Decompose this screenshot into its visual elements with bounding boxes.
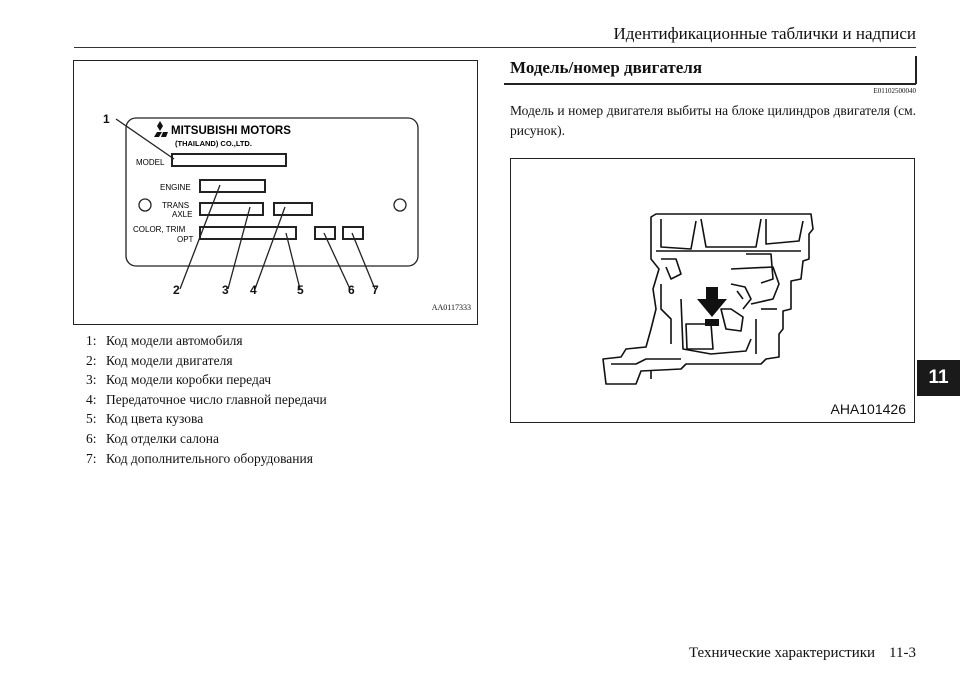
id-plate-drawing	[74, 61, 479, 326]
engine-figure	[510, 158, 915, 423]
engine-block-drawing	[511, 159, 916, 424]
callout-4: 4	[250, 283, 257, 297]
callout-6: 6	[348, 283, 355, 297]
engine-number-arrow-icon	[697, 287, 727, 326]
section-body-text: Модель и номер двигателя выбиты на блоке цилиндров двигателя (см. рисунок).	[510, 103, 916, 138]
section-code: E01102500040	[873, 87, 916, 95]
callout-1: 1	[103, 112, 110, 126]
legend-item: 3: Код модели коробки передач	[86, 372, 272, 388]
legend-item: 4: Передаточное число главной передачи	[86, 391, 327, 407]
chapter-tab: 11	[917, 360, 960, 396]
callout-5: 5	[297, 283, 304, 297]
engine-figure-code: AHA101426	[830, 401, 906, 417]
label-axle: AXLE	[172, 210, 193, 219]
legend-item: 7: Код дополнительного оборудования	[86, 450, 313, 466]
callout-2: 2	[173, 283, 180, 297]
id-plate-figure	[73, 60, 478, 325]
plate-legend	[86, 331, 327, 468]
callout-7: 7	[372, 283, 379, 297]
running-header-title: Идентификационные таблички и надписи	[613, 24, 916, 43]
page-number: 11-3	[889, 645, 916, 661]
label-engine: ENGINE	[160, 183, 191, 192]
plate-figure-code: AA0117333	[431, 303, 471, 312]
legend-item: 6: Код отделки салона	[86, 430, 219, 446]
mount-hole-right	[394, 199, 406, 211]
page-footer	[689, 645, 916, 662]
label-opt: OPT	[177, 235, 194, 244]
mount-hole-left	[139, 199, 151, 211]
section-title-underline	[504, 83, 916, 85]
footer-chapter-name: Технические характеристики	[688, 645, 876, 661]
header-rule	[74, 47, 916, 48]
brand-line1: MITSUBISHI MOTORS	[171, 125, 291, 137]
legend-item: 5: Код цвета кузова	[86, 411, 204, 427]
section-title-side-rule	[915, 56, 917, 84]
brand-line2: (THAILAND) CO.,LTD.	[175, 139, 252, 148]
legend-item: 2: Код модели двигателя	[86, 352, 233, 368]
section-title: Модель/номер двигателя	[510, 58, 703, 77]
callout-3: 3	[222, 283, 229, 297]
legend-item: 1: Код модели автомобиля	[86, 333, 243, 348]
label-trans: TRANS	[162, 201, 190, 210]
label-color-trim: COLOR, TRIM	[133, 225, 186, 234]
label-model: MODEL	[136, 158, 165, 167]
